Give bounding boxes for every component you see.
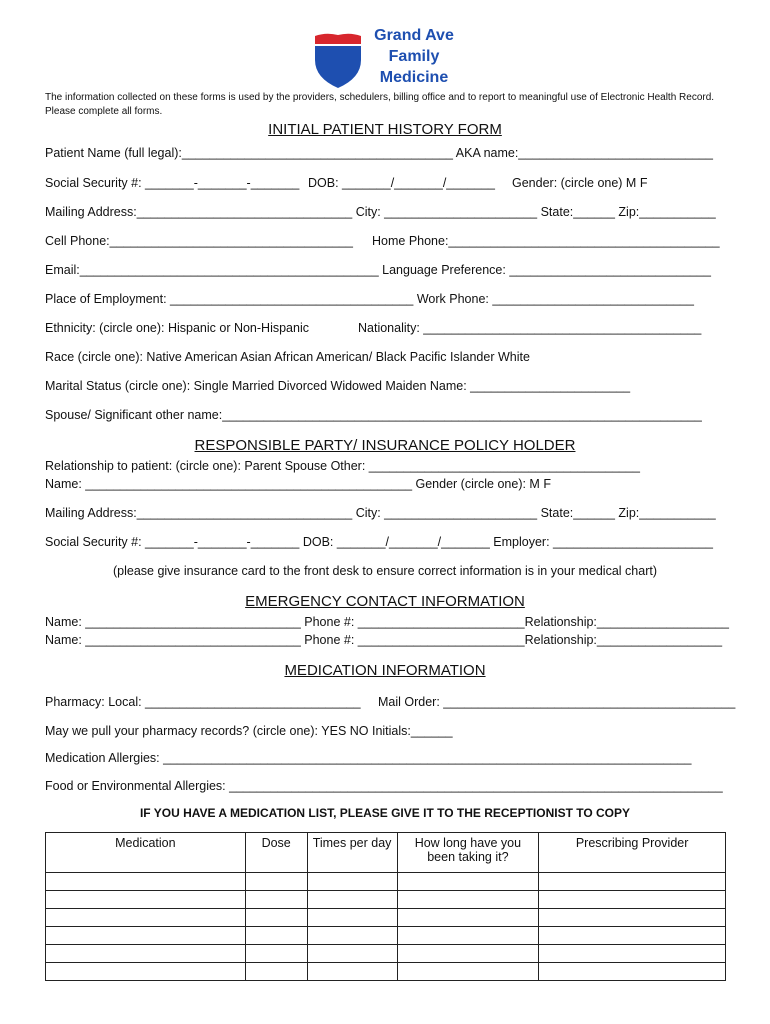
cell-phone-field[interactable]: Cell Phone:___________________________________ bbox=[45, 234, 353, 248]
table-row[interactable] bbox=[46, 945, 726, 963]
medication-info-title: MEDICATION INFORMATION bbox=[284, 662, 486, 679]
header-dose: Dose bbox=[245, 833, 307, 873]
emergency-contact-1[interactable]: Name: _______________________________ Phone #: ________________________Relationship:___________________ bbox=[45, 615, 729, 629]
home-phone-field[interactable]: Home Phone:_______________________________________ bbox=[372, 234, 720, 248]
table-cell[interactable] bbox=[307, 873, 397, 891]
medication-table bbox=[45, 832, 726, 981]
logo-line-3: Medicine bbox=[379, 69, 449, 86]
dob-field[interactable]: DOB: _______/_______/_______ bbox=[308, 176, 495, 190]
table-cell[interactable] bbox=[245, 909, 307, 927]
responsible-party-title: RESPONSIBLE PARTY/ INSURANCE POLICY HOLDER bbox=[194, 437, 576, 454]
medication-list-notice: IF YOU HAVE A MEDICATION LIST, PLEASE GIVE IT TO THE RECEPTIONIST TO COPY bbox=[139, 806, 631, 820]
table-cell[interactable] bbox=[397, 945, 539, 963]
shield-icon bbox=[312, 30, 364, 90]
table-cell[interactable] bbox=[46, 909, 246, 927]
table-row[interactable] bbox=[46, 891, 726, 909]
table-cell[interactable] bbox=[245, 927, 307, 945]
intro-text: The information collected on these forms is used by the providers, schedulers, billing office and to report to meaningful use of Electronic Health Record. Please complete all forms. bbox=[45, 92, 715, 117]
email-field[interactable]: Email:___________________________________________ Language Preference: _____________________________ bbox=[45, 263, 711, 277]
clinic-logo bbox=[312, 26, 462, 90]
table-cell[interactable] bbox=[307, 891, 397, 909]
logo-line-2: Family bbox=[388, 48, 440, 65]
header-medication: Medication bbox=[46, 833, 246, 873]
policy-holder-name-field[interactable]: Name: _______________________________________________ Gender (circle one): M F bbox=[45, 477, 551, 491]
insurance-note: (please give insurance card to the front desk to ensure correct information is in your medical chart) bbox=[112, 564, 657, 578]
table-header-row bbox=[46, 833, 726, 873]
nationality-field[interactable]: Nationality: ________________________________________ bbox=[358, 321, 702, 335]
policy-mailing-field[interactable]: Mailing Address:_______________________________ City: ______________________ State:______ Zip:___________ bbox=[45, 506, 716, 520]
table-cell[interactable] bbox=[46, 945, 246, 963]
emergency-contact-title: EMERGENCY CONTACT INFORMATION bbox=[245, 593, 525, 610]
table-cell[interactable] bbox=[245, 891, 307, 909]
table-cell[interactable] bbox=[539, 963, 726, 981]
emergency-contact-2[interactable]: Name: _______________________________ Phone #: ________________________Relationship:__________________ bbox=[45, 633, 723, 647]
header-prescribing-provider: Prescribing Provider bbox=[539, 833, 726, 873]
spouse-field[interactable]: Spouse/ Significant other name:_____________________________________________________________________ bbox=[45, 408, 702, 422]
policy-ssn-field[interactable]: Social Security #: _______-_______-_______ DOB: _______/_______/_______ Employer: _______________________ bbox=[45, 535, 713, 549]
pharmacy-local-field[interactable]: Pharmacy: Local: _______________________________ bbox=[45, 695, 361, 709]
race-field[interactable]: Race (circle one): Native American Asian African American/ Black Pacific Islander White bbox=[45, 350, 530, 364]
table-cell[interactable] bbox=[397, 927, 539, 945]
table-row[interactable] bbox=[46, 927, 726, 945]
ssn-field[interactable]: Social Security #: _______-_______-_______ bbox=[45, 176, 300, 190]
table-cell[interactable] bbox=[397, 909, 539, 927]
table-cell[interactable] bbox=[397, 963, 539, 981]
logo-line-1: Grand Ave bbox=[374, 27, 454, 44]
table-cell[interactable] bbox=[46, 927, 246, 945]
table-cell[interactable] bbox=[397, 891, 539, 909]
header-how-long: How long have you been taking it? bbox=[397, 833, 539, 873]
table-cell[interactable] bbox=[539, 891, 726, 909]
mail-order-field[interactable]: Mail Order: __________________________________________ bbox=[378, 695, 736, 709]
employment-field[interactable]: Place of Employment: ___________________________________ Work Phone: _____________________________ bbox=[45, 292, 694, 306]
table-cell[interactable] bbox=[539, 909, 726, 927]
table-cell[interactable] bbox=[307, 945, 397, 963]
table-cell[interactable] bbox=[539, 945, 726, 963]
header-times-per-day: Times per day bbox=[307, 833, 397, 873]
table-cell[interactable] bbox=[245, 945, 307, 963]
pharmacy-records-field[interactable]: May we pull your pharmacy records? (circle one): YES NO Initials:______ bbox=[45, 724, 453, 738]
table-row[interactable] bbox=[46, 873, 726, 891]
table-cell[interactable] bbox=[307, 909, 397, 927]
marital-status-field[interactable]: Marital Status (circle one): Single Married Divorced Widowed Maiden Name: _______________________ bbox=[45, 379, 631, 393]
medication-allergies-field[interactable]: Medication Allergies: ____________________________________________________________________________ bbox=[45, 751, 692, 765]
food-allergies-field[interactable]: Food or Environmental Allergies: _______________________________________________________________________ bbox=[45, 779, 723, 793]
table-cell[interactable] bbox=[307, 963, 397, 981]
table-cell[interactable] bbox=[397, 873, 539, 891]
table-cell[interactable] bbox=[307, 927, 397, 945]
relationship-field[interactable]: Relationship to patient: (circle one): Parent Spouse Other: _______________________________________ bbox=[45, 459, 640, 473]
patient-name-field[interactable]: Patient Name (full legal):_______________________________________ AKA name:____________________________ bbox=[45, 146, 713, 160]
table-row[interactable] bbox=[46, 909, 726, 927]
table-row[interactable] bbox=[46, 963, 726, 981]
initial-history-title: INITIAL PATIENT HISTORY FORM bbox=[268, 121, 502, 138]
table-cell[interactable] bbox=[245, 963, 307, 981]
table-cell[interactable] bbox=[539, 873, 726, 891]
ethnicity-field[interactable]: Ethnicity: (circle one): Hispanic or Non-Hispanic bbox=[45, 321, 309, 335]
table-cell[interactable] bbox=[46, 891, 246, 909]
table-cell[interactable] bbox=[46, 873, 246, 891]
table-cell[interactable] bbox=[46, 963, 246, 981]
mailing-address-field[interactable]: Mailing Address:_______________________________ City: ______________________ State:______ Zip:___________ bbox=[45, 205, 716, 219]
table-cell[interactable] bbox=[245, 873, 307, 891]
table-cell[interactable] bbox=[539, 927, 726, 945]
gender-field[interactable]: Gender: (circle one) M F bbox=[512, 176, 648, 190]
